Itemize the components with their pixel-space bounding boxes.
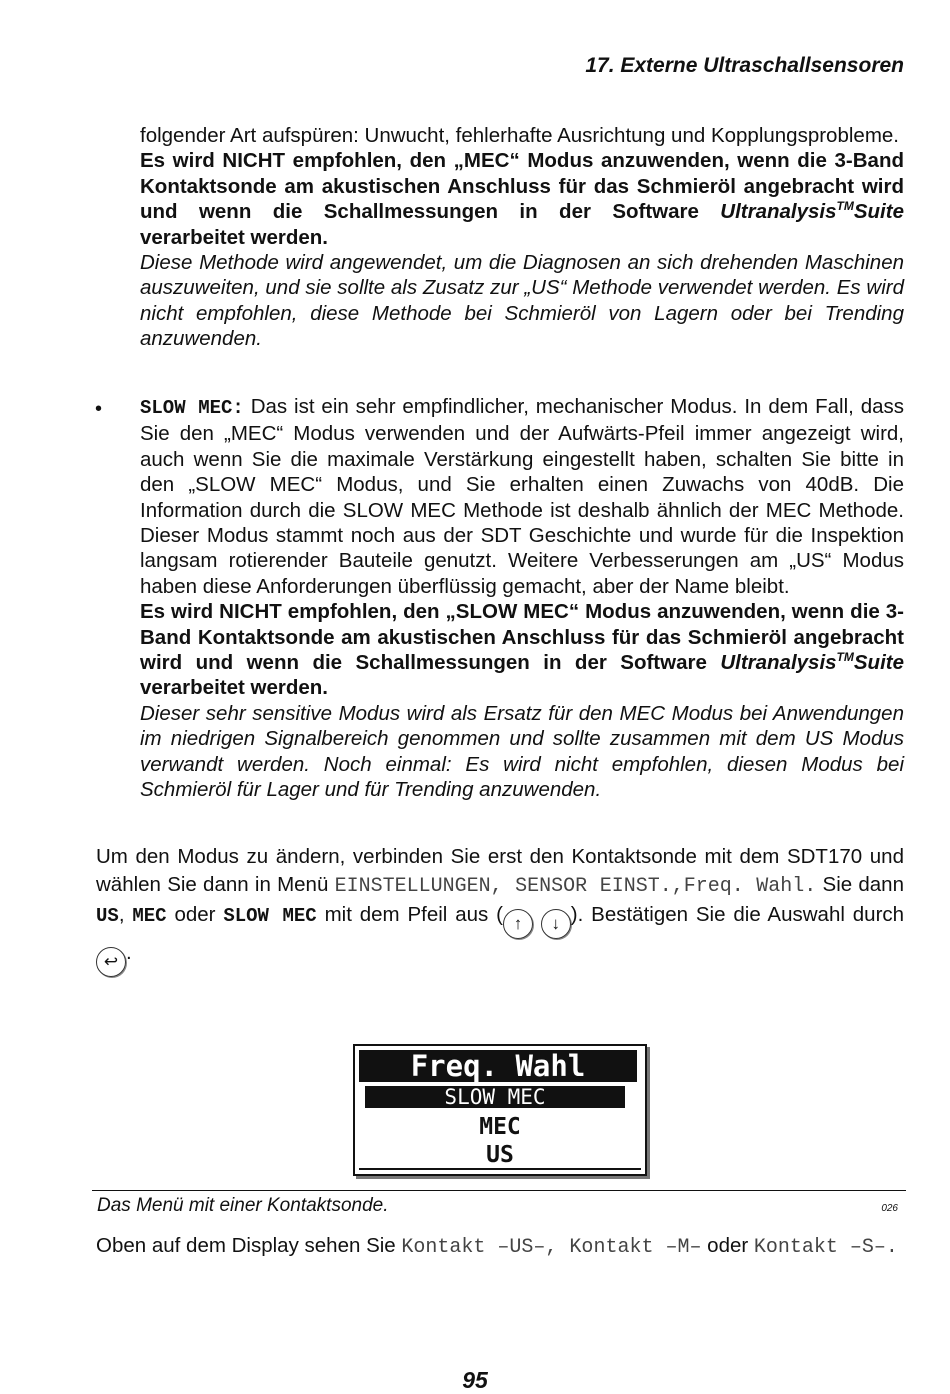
instr-text-6: .: [126, 941, 132, 964]
mec-warning-text: Es wird NICHT empfohlen, den „MEC“ Modus anzuwenden, wenn die 3-Band Kontaktsonde am akustischen Anschluss für das Schmieröl angebracht wird und wenn die Schallmessungen in der Software: [140, 149, 904, 224]
mec-intro-text: folgender Art aufspüren: Unwucht, fehlerhafte Ausrichtung und Kopplungsprobleme.: [140, 124, 899, 147]
slow-mec-note: Dieser sehr sensitive Modus wird als Ersatz für den MEC Modus bei Anwendungen im niedrigen Signalbereich genommen und sollte zusammen mit dem US Modus verwandt werden. Noch einmal: Es wird nicht empfohlen, diesen Modus bei Schmieröl für Lager und für Trending anzuwenden.: [140, 701, 904, 802]
slow-mec-description: [140, 394, 904, 599]
slow-mec-warning-text: Es wird NICHT empfohlen, den „SLOW MEC“ Modus anzuwenden, wenn die 3-Band Kontaktsonde am akustischen Anschluss für das Schmieröl angebracht wird und wenn die Schallmessungen in der Software: [140, 600, 904, 675]
option-slow-mec: SLOW MEC: [223, 905, 317, 927]
arrow-down-icon: ↓: [541, 909, 571, 939]
software-brand: [720, 200, 904, 223]
mec-description-block: [140, 123, 904, 352]
chapter-header: 17. Externe Ultraschallsensoren: [585, 54, 904, 77]
display-paragraph: [96, 1233, 904, 1260]
trademark-mark-2: TM: [836, 650, 854, 665]
menu-path: EINSTELLUNGEN, SENSOR EINST.,Freq. Wahl.: [334, 875, 817, 898]
slow-mec-text: Das ist ein sehr empfindlicher, mechanischer Modus. In dem Fall, dass Sie den „MEC“ Modus verwenden und der Aufwärts-Pfeil immer angezeigt wird, auch wenn Sie die maximale Verstärkung eingestellt haben, schalten Sie bitte in den „SLOW MEC“ Modus, und Sie erhalten einen Zuwachs von 40dB. Die Information durch die SLOW MEC Methode ist deshalb ähnlich der MEC Methode. Dieser Modus stammt noch aus der SDT Geschichte und wurde für die Inspektion langsam rotierender Bauteile genutzt. Weitere Verbesserungen am „US“ Modus haben diese Anforderungen überflüssig gemacht, aber der Name bleibt.: [140, 395, 905, 598]
display-text-1: Oben auf dem Display sehen Sie: [96, 1234, 396, 1257]
instr-text-5: ). Bestätigen Sie die Auswahl durch: [570, 903, 905, 926]
lcd-display-screenshot: [353, 1044, 647, 1176]
instruction-paragraph: [96, 843, 904, 977]
slow-mec-term: SLOW MEC:: [140, 397, 244, 419]
page-number: 95: [462, 1367, 488, 1393]
display-mode-label-s: Kontakt –S–.: [753, 1236, 898, 1259]
lcd-item-mec: MEC: [479, 1114, 521, 1140]
slow-mec-warning-end: verarbeitet werden.: [140, 676, 328, 700]
figure-caption: Das Menü mit einer Kontaktsonde.: [97, 1195, 389, 1216]
lcd-item-us: US: [486, 1142, 514, 1168]
option-mec: MEC: [132, 905, 167, 927]
slow-mec-warning: [140, 599, 904, 701]
option-us: US: [96, 905, 119, 927]
brand-name-2: Ultranalysis: [720, 651, 837, 675]
bullet-marker: •: [95, 398, 103, 420]
software-brand-2: [720, 651, 904, 674]
instr-text-4: mit dem Pfeil aus (: [324, 903, 503, 926]
lcd-menu-title: Freq. Wahl: [359, 1050, 637, 1082]
mec-warning-end: verarbeitet werden.: [140, 225, 328, 249]
lcd-selected-item: SLOW MEC: [365, 1086, 625, 1108]
figure-code: 026: [881, 1203, 898, 1214]
arrow-up-icon: ↑: [503, 909, 533, 939]
brand-suite-2: Suite: [853, 651, 904, 675]
display-mode-labels: Kontakt –US–, Kontakt –M–: [401, 1236, 702, 1259]
brand-suite: Suite: [853, 200, 904, 224]
mec-warning: [140, 148, 904, 250]
caption-divider: [92, 1190, 906, 1191]
option-separator: ,: [118, 903, 125, 926]
slow-mec-block: [140, 394, 904, 803]
instr-text-2: Sie dann: [822, 873, 904, 896]
instr-text-1: Um den Modus zu ändern, verbinden Sie erst den Kontaktsonde mit dem SDT170 und wählen Sie dann in Menü: [96, 845, 904, 896]
enter-key-icon: ↩: [96, 947, 126, 977]
instr-text-3: oder: [174, 903, 216, 926]
display-text-2: oder: [707, 1234, 749, 1257]
lcd-bottom-line: [359, 1168, 641, 1170]
brand-name: Ultranalysis: [720, 200, 837, 224]
trademark-mark: TM: [836, 199, 854, 214]
mec-note: Diese Methode wird angewendet, um die Diagnosen an sich drehenden Maschinen auszuweiten, und sie sollte als Zusatz zur „US“ Methode verwendet werden. Es wird nicht empfohlen, diese Methode bei Schmieröl von Lagern oder bei Trending anzuwenden.: [140, 251, 904, 351]
